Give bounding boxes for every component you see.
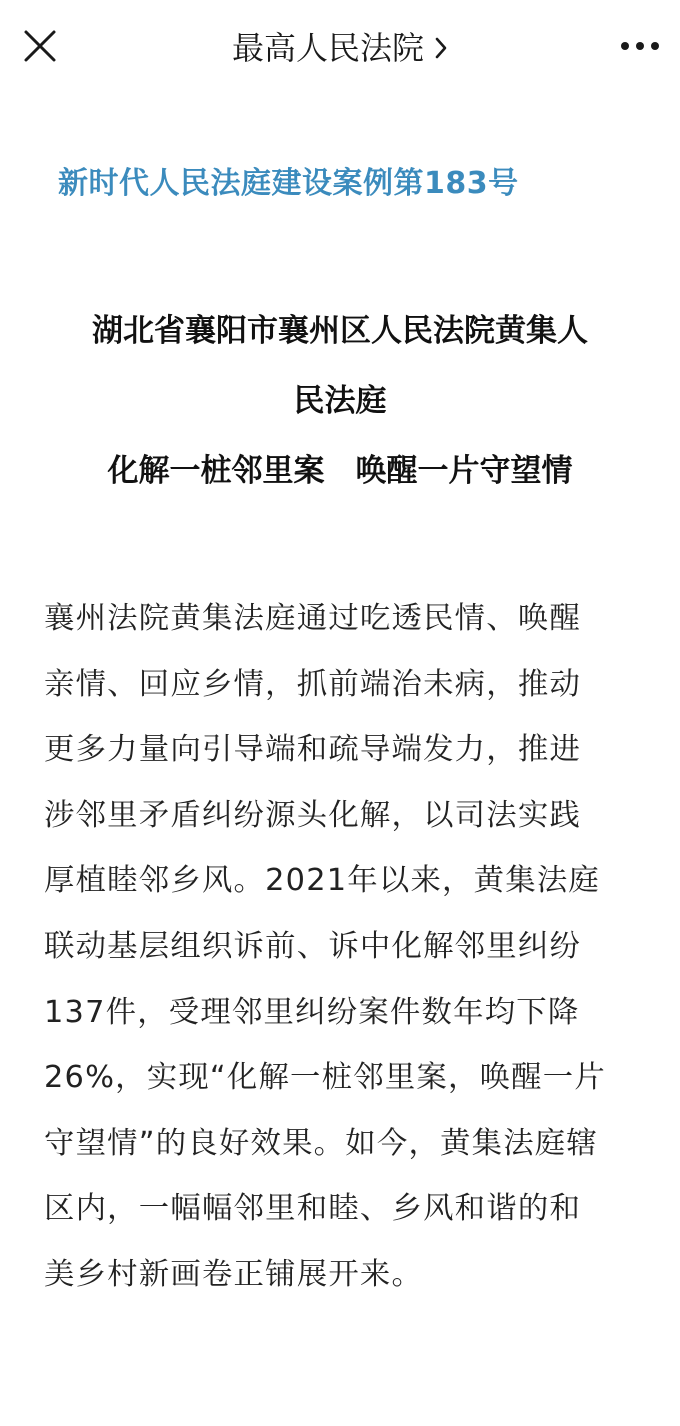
body-line: 联动基层组织诉前、诉中化解邻里纠纷	[44, 928, 582, 964]
title-line: 民法庭	[293, 383, 387, 419]
body-line: 26%，实现“化解一桩邻里案，唤醒一片	[44, 1060, 606, 1096]
close-button[interactable]	[18, 24, 62, 68]
body-line: 美乡村新画卷正铺展开来。	[44, 1256, 424, 1292]
body-line: 区内，一幅幅邻里和睦、乡风和谐的和	[44, 1191, 582, 1227]
case-label: 新时代人民法庭建设案例第183号	[58, 166, 519, 201]
more-button[interactable]	[614, 24, 666, 68]
close-icon	[23, 29, 57, 63]
title-line: 化解一桩邻里案 唤醒一片守望情	[107, 453, 573, 489]
body-line: 更多力量向引导端和疏导端发力，推进	[44, 732, 582, 768]
article-title	[40, 296, 640, 506]
account-name: 最高人民法院	[231, 29, 424, 67]
body-line: 守望情”的良好效果。如今，黄集法庭辖	[44, 1125, 598, 1161]
body-line: 亲情、回应乡情，抓前端治未病，推动	[44, 666, 582, 702]
more-icon	[620, 41, 660, 51]
chevron-right-icon	[434, 36, 448, 60]
account-title	[0, 22, 680, 74]
body-line: 137件，受理邻里纠纷案件数年均下降	[44, 994, 580, 1030]
body-line: 涉邻里矛盾纠纷源头化解，以司法实践	[44, 797, 582, 833]
body-line: 襄州法院黄集法庭通过吃透民情、唤醒	[44, 601, 582, 636]
top-nav-bar	[0, 0, 680, 100]
body-line: 厚植睦邻乡风。2021年以来，黄集法庭	[44, 863, 601, 899]
account-link[interactable]	[232, 22, 448, 74]
title-line: 湖北省襄阳市襄州区人民法院黄集人	[92, 313, 588, 349]
article-body	[44, 586, 664, 1308]
